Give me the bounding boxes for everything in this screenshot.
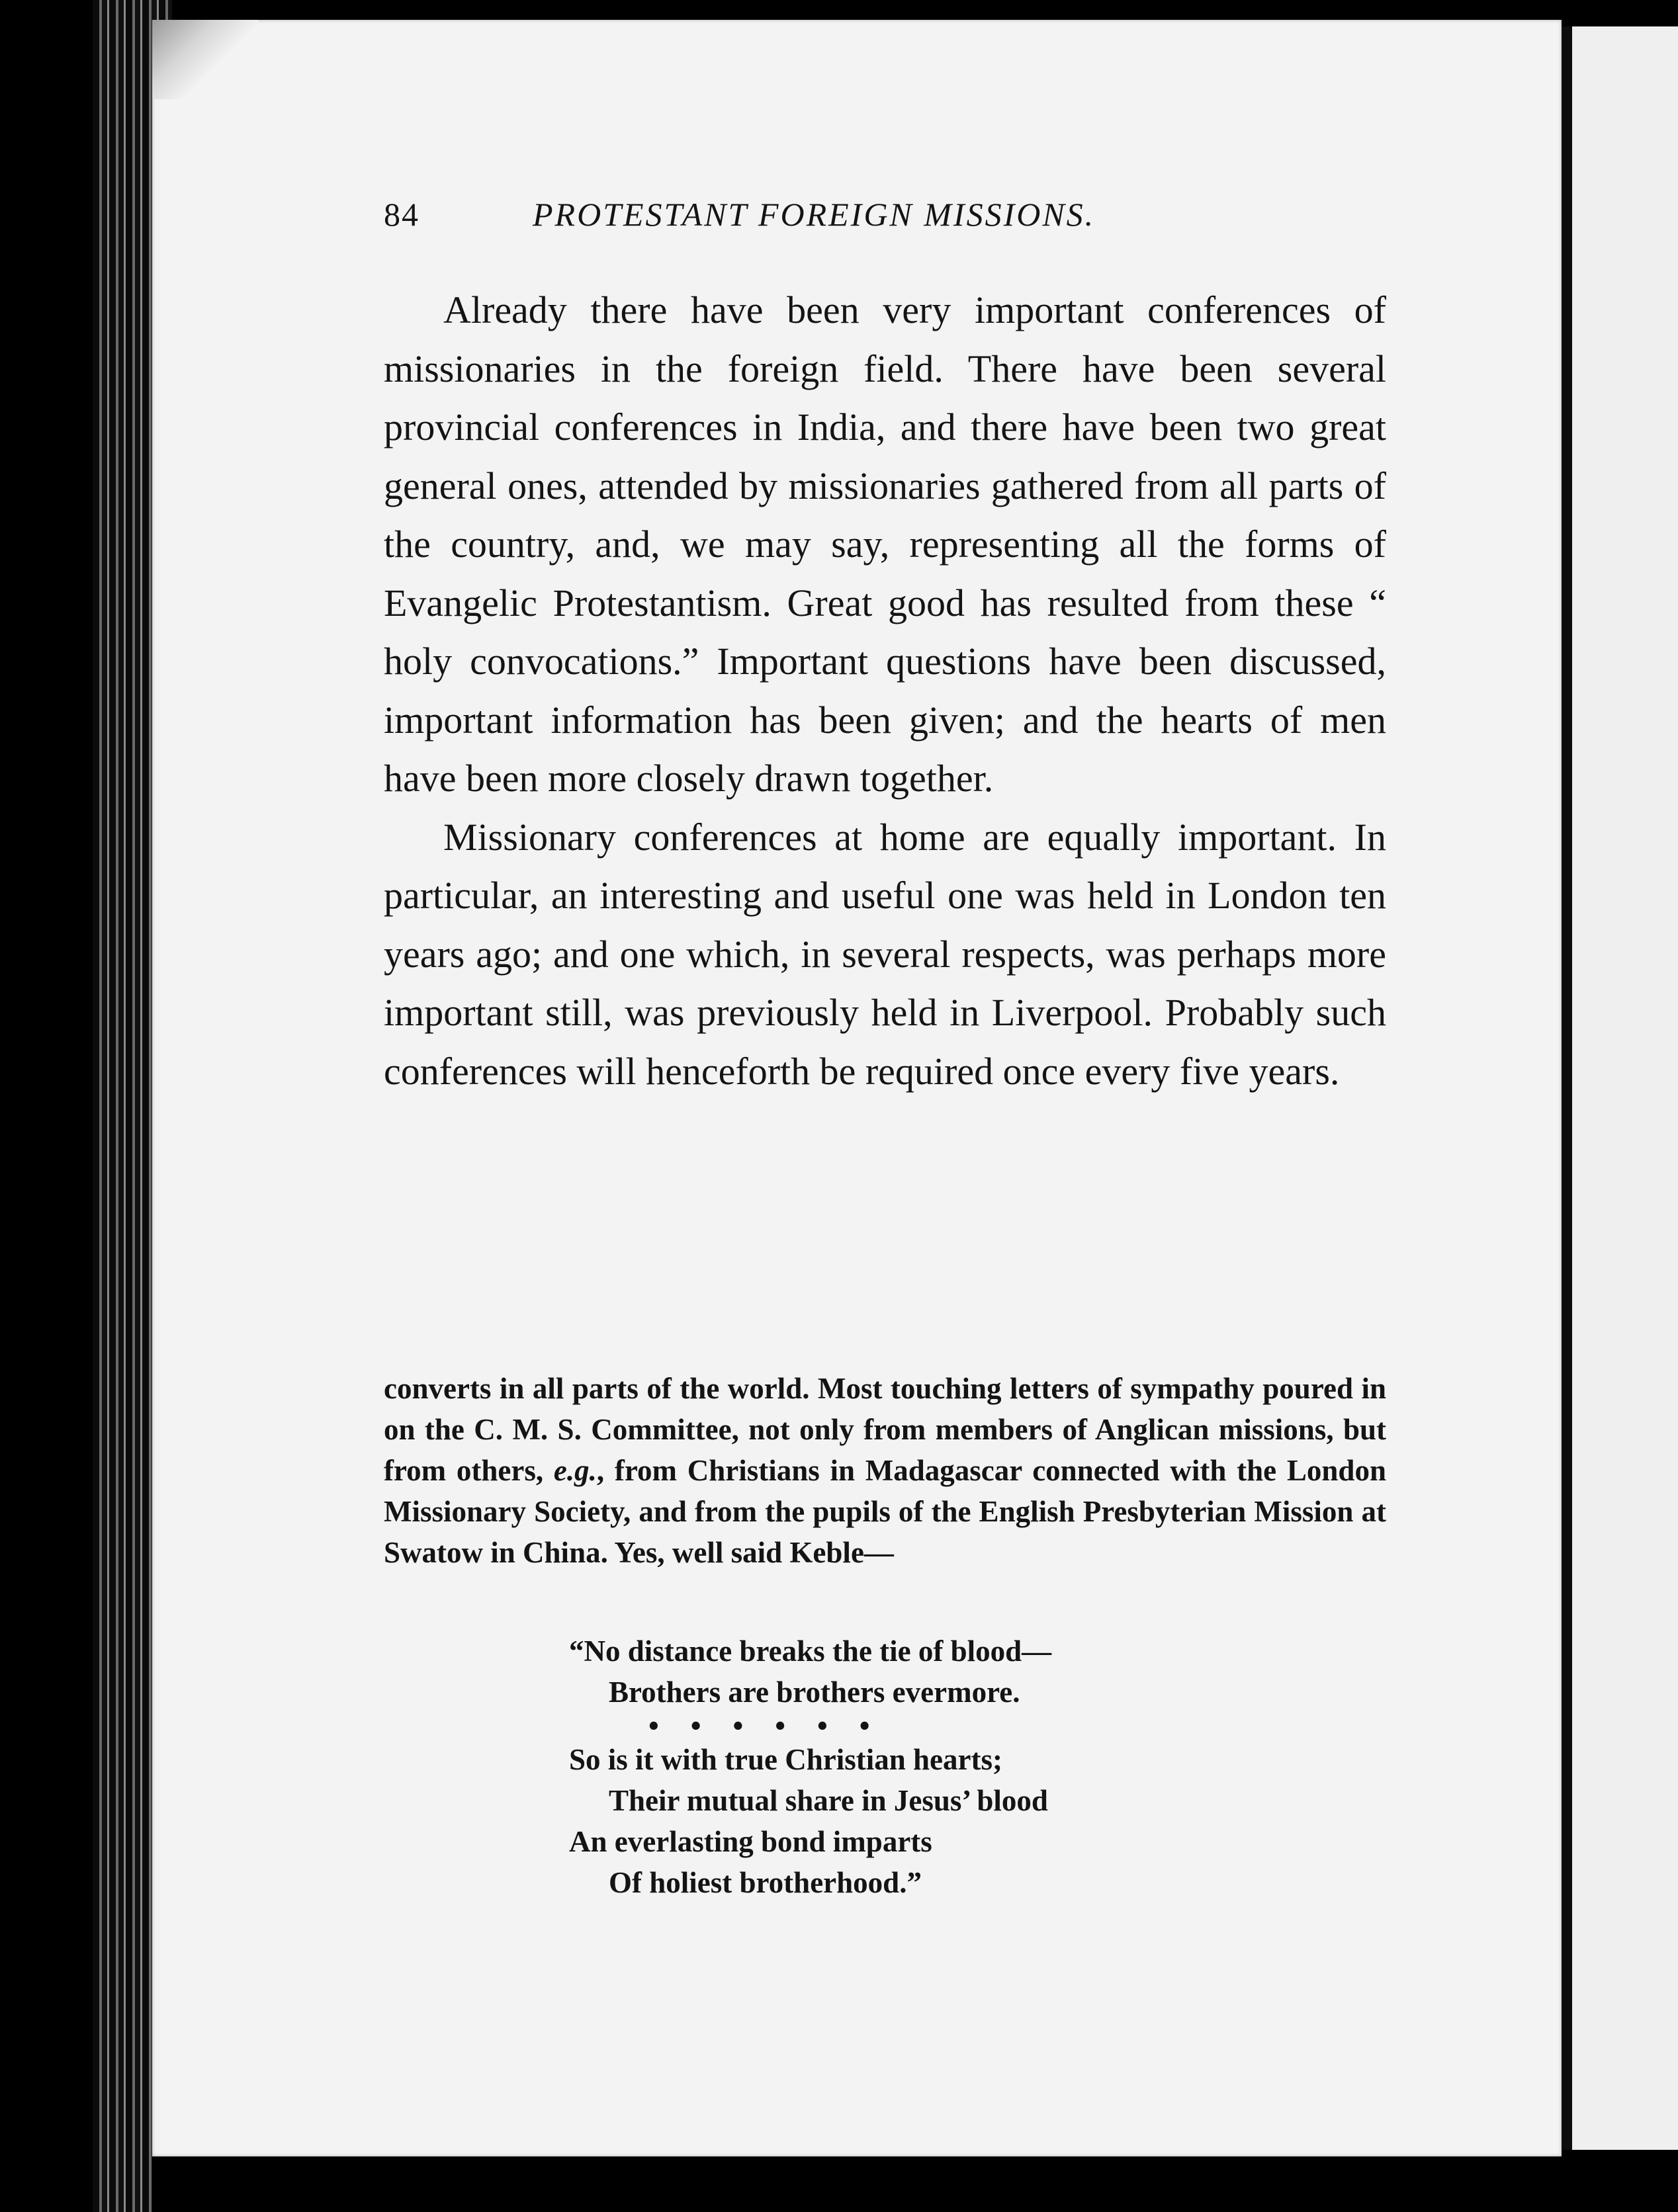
footnote-text-after: , from Christians in Madagascar connected with the London Missionary Society, and from the pupils of the English Presbyterian Mission at Swatow in China. Yes, well said Keble— [384, 1454, 1386, 1569]
page-number: 84 [384, 196, 420, 233]
poem-line-6: Of holiest brotherhood.” [609, 1866, 922, 1899]
main-text [384, 281, 1386, 1101]
poem-line-4: Their mutual share in Jesus’ blood [609, 1784, 1048, 1817]
running-title: PROTESTANT FOREIGN MISSIONS. [533, 196, 1096, 233]
page-gutter-right [1562, 26, 1572, 2150]
footnote-text-before: converts in all parts of the world. Most touching letters of sympathy poured in on the C. M. S. Committee, not only from members of Anglican missions, but from others, [384, 1372, 1386, 1487]
poem-line-3: So is it with true Christian hearts; [569, 1743, 1002, 1776]
footnote [384, 1368, 1386, 1573]
poem-line-2: Brothers are brothers evermore. [609, 1676, 1020, 1709]
poem-line-1: “No distance breaks the tie of blood— [569, 1635, 1052, 1668]
footnote-text-italic: e.g. [553, 1454, 597, 1487]
poem-ellipsis: •••••• [648, 1709, 902, 1742]
paragraph-2: Missionary conferences at home are equally important. In particular, an interesting and useful one was held in London ten years ago; and one which, in several respects, was perhaps more important still, was previously held in Liverpool. Probably such conferences will henceforth be required once every five years. [384, 815, 1386, 1093]
scan-bottom-border [152, 2156, 1678, 2212]
poem-line-5: An everlasting bond imparts [569, 1825, 932, 1858]
paragraph-1: Already there have been very important conferences of missionaries in the foreign field. There have been several provincial conferences in India, and there have been two great general ones, attended by missionaries gathered from all parts of the country, and, we may say, representing all the forms of Evangelic Protestantism. Great good has resulted from these “ holy convocations.” Important questions have been discussed, important information has been given; and the hearts of men have been more closely drawn together. [384, 288, 1386, 800]
facing-page-edge [1572, 26, 1678, 2150]
keble-poem [569, 1631, 1231, 1903]
page-corner-curl [152, 20, 258, 99]
running-header [384, 195, 1244, 248]
